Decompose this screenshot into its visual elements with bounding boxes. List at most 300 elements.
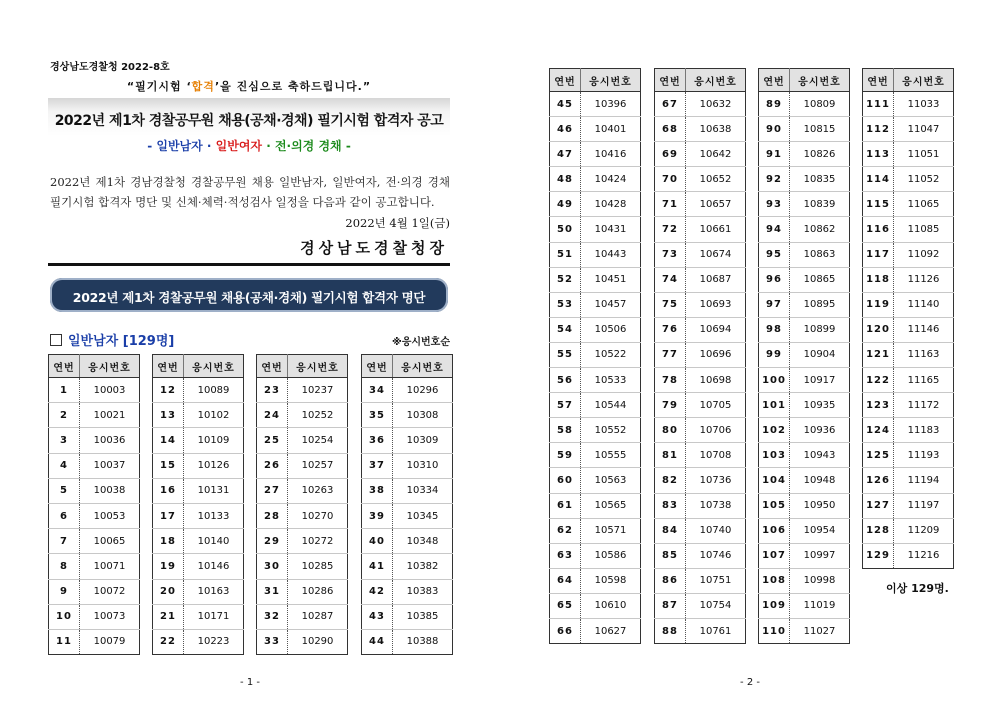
seq-cell: 16 bbox=[153, 478, 184, 503]
seq-cell: 86 bbox=[655, 568, 686, 593]
exam-number-cell: 10506 bbox=[581, 317, 641, 342]
roster-table bbox=[549, 68, 641, 644]
exam-number-cell: 10457 bbox=[581, 292, 641, 317]
table-header-row bbox=[759, 69, 850, 92]
seq-cell: 57 bbox=[550, 393, 581, 418]
exam-number-cell: 10657 bbox=[686, 192, 746, 217]
table-row bbox=[362, 403, 453, 428]
seq-cell: 93 bbox=[759, 192, 790, 217]
exam-number-cell: 10638 bbox=[686, 117, 746, 142]
table-row bbox=[655, 518, 746, 543]
seq-cell: 125 bbox=[863, 443, 894, 468]
seq-cell: 67 bbox=[655, 92, 686, 117]
exam-number-cell: 10296 bbox=[393, 378, 453, 403]
seq-cell: 97 bbox=[759, 292, 790, 317]
seq-cell: 127 bbox=[863, 493, 894, 518]
header-seq: 연번 bbox=[655, 69, 686, 92]
table-row bbox=[362, 579, 453, 604]
roster-banner bbox=[50, 278, 448, 312]
table-row bbox=[863, 92, 954, 117]
roster-table bbox=[152, 354, 244, 655]
seq-cell: 63 bbox=[550, 543, 581, 568]
page-number: - 1 - bbox=[240, 677, 260, 688]
exam-number-cell: 10693 bbox=[686, 292, 746, 317]
exam-number-cell: 11183 bbox=[894, 418, 954, 443]
table-row bbox=[550, 543, 641, 568]
exam-number-cell: 11126 bbox=[894, 267, 954, 292]
exam-number-cell: 10544 bbox=[581, 393, 641, 418]
seq-cell: 50 bbox=[550, 217, 581, 242]
exam-number-cell: 10382 bbox=[393, 554, 453, 579]
exam-number-cell: 10286 bbox=[288, 579, 348, 604]
exam-number-cell: 10706 bbox=[686, 418, 746, 443]
exam-number-cell: 11140 bbox=[894, 292, 954, 317]
seq-cell: 75 bbox=[655, 292, 686, 317]
exam-number-cell: 10383 bbox=[393, 579, 453, 604]
table-row bbox=[759, 292, 850, 317]
exam-number-cell: 10627 bbox=[594, 625, 627, 637]
exam-number-cell: 10348 bbox=[393, 529, 453, 554]
table-row bbox=[863, 342, 954, 367]
seq-cell: 8 bbox=[49, 554, 80, 579]
table-row bbox=[759, 393, 850, 418]
table-row bbox=[863, 443, 954, 468]
exam-number-cell: 10146 bbox=[184, 554, 244, 579]
table-row bbox=[550, 192, 641, 217]
slogan-after: ’을 진심으로 축하드립니다.” bbox=[214, 80, 372, 93]
seq-cell: 22 bbox=[153, 629, 184, 654]
table-row bbox=[153, 403, 244, 428]
exam-number-cell: 10943 bbox=[790, 443, 850, 468]
sort-note: ※응시번호순 bbox=[391, 337, 450, 348]
table-row bbox=[863, 167, 954, 192]
exam-number-cell: 10708 bbox=[686, 443, 746, 468]
table-row bbox=[550, 568, 641, 593]
table-row bbox=[257, 604, 348, 629]
exam-number-cell: 11033 bbox=[894, 92, 954, 117]
congratulation-slogan bbox=[50, 78, 448, 94]
seq-cell: 104 bbox=[759, 468, 790, 493]
header-seq: 연번 bbox=[759, 69, 790, 92]
header-seq: 연번 bbox=[362, 355, 393, 378]
seq-cell: 27 bbox=[257, 478, 288, 503]
table-row bbox=[863, 518, 954, 543]
table-row bbox=[655, 618, 746, 643]
table-header-row bbox=[49, 355, 140, 378]
table-row bbox=[759, 242, 850, 267]
seq-cell: 23 bbox=[257, 378, 288, 403]
exam-number-cell: 10555 bbox=[581, 443, 641, 468]
seq-cell: 30 bbox=[257, 554, 288, 579]
seq-cell: 14 bbox=[153, 428, 184, 453]
roster-title: 2022년 제1차 경찰공무원 채용(공채·경채) 필기시험 합격자 명단 bbox=[72, 290, 426, 305]
table-row bbox=[49, 503, 140, 528]
table-row bbox=[863, 393, 954, 418]
seq-cell: 82 bbox=[655, 468, 686, 493]
closing-note: 이상 129명. bbox=[886, 582, 949, 595]
seq-cell: 61 bbox=[550, 493, 581, 518]
exam-number-cell: 10334 bbox=[393, 478, 453, 503]
table-row bbox=[153, 554, 244, 579]
exam-number-cell: 10652 bbox=[686, 167, 746, 192]
seq-cell: 25 bbox=[257, 428, 288, 453]
seq-cell: 55 bbox=[550, 342, 581, 367]
seq-cell: 76 bbox=[655, 317, 686, 342]
table-row bbox=[153, 428, 244, 453]
subtitle-general-male: - 일반남자 · bbox=[147, 139, 212, 153]
exam-number-cell: 10835 bbox=[790, 167, 850, 192]
table-row bbox=[257, 529, 348, 554]
seq-cell: 44 bbox=[362, 629, 393, 654]
seq-cell: 72 bbox=[655, 217, 686, 242]
exam-number-cell: 10740 bbox=[686, 518, 746, 543]
header-exam-number: 응시번호 bbox=[686, 69, 746, 92]
table-row bbox=[550, 92, 641, 117]
exam-number-cell: 10065 bbox=[80, 529, 140, 554]
seq-cell: 121 bbox=[863, 342, 894, 367]
table-row bbox=[153, 453, 244, 478]
table-row bbox=[362, 554, 453, 579]
exam-number-cell: 11085 bbox=[894, 217, 954, 242]
table-row bbox=[550, 493, 641, 518]
seq-cell: 77 bbox=[655, 342, 686, 367]
table-row bbox=[655, 543, 746, 568]
header-exam-number: 응시번호 bbox=[80, 355, 140, 378]
exam-number-cell: 10223 bbox=[197, 636, 230, 648]
table-row bbox=[257, 378, 348, 403]
table-row bbox=[655, 117, 746, 142]
table-row bbox=[655, 142, 746, 167]
table-row bbox=[655, 167, 746, 192]
seq-cell: 123 bbox=[863, 393, 894, 418]
exam-number-cell: 10428 bbox=[581, 192, 641, 217]
table-row bbox=[863, 242, 954, 267]
seq-cell: 10 bbox=[49, 604, 80, 629]
section-label: 일반남자 [129명] bbox=[68, 334, 175, 349]
seq-cell: 2 bbox=[49, 403, 80, 428]
seq-cell: 118 bbox=[863, 267, 894, 292]
table-row bbox=[655, 317, 746, 342]
exam-number-cell: 10109 bbox=[184, 428, 244, 453]
exam-number-cell: 10254 bbox=[288, 428, 348, 453]
seq-cell: 19 bbox=[153, 554, 184, 579]
table-row bbox=[257, 478, 348, 503]
table-row bbox=[759, 418, 850, 443]
seq-cell: 126 bbox=[863, 468, 894, 493]
roster-table bbox=[256, 354, 348, 655]
exam-number-cell: 10272 bbox=[288, 529, 348, 554]
exam-number-cell: 10917 bbox=[790, 368, 850, 393]
table-row bbox=[49, 378, 140, 403]
subtitle-special: · 전·의경 경채 - bbox=[266, 139, 351, 153]
exam-number-cell: 10565 bbox=[581, 493, 641, 518]
table-row bbox=[153, 478, 244, 503]
seq-cell: 73 bbox=[655, 242, 686, 267]
table-row bbox=[655, 443, 746, 468]
seq-cell: 84 bbox=[655, 518, 686, 543]
seq-cell: 81 bbox=[655, 443, 686, 468]
subtitle-general-female: 일반여자 bbox=[211, 139, 267, 153]
header-seq: 연번 bbox=[257, 355, 288, 378]
announcement-body: 2022년 제1차 경남경찰청 경찰공무원 채용 일반남자, 일반여자, 전·의경 경채 필기시험 합격자 명단 및 신체·체력·적성검사 일정을 다음과 같이 공고합니다. bbox=[50, 175, 450, 209]
table-row bbox=[759, 267, 850, 292]
exam-number-cell: 10632 bbox=[686, 92, 746, 117]
header-seq: 연번 bbox=[863, 69, 894, 92]
seq-cell: 65 bbox=[550, 593, 581, 618]
seq-cell: 119 bbox=[863, 292, 894, 317]
exam-number-cell: 11065 bbox=[894, 192, 954, 217]
seq-cell: 120 bbox=[863, 317, 894, 342]
exam-number-cell: 10865 bbox=[790, 267, 850, 292]
seq-cell: 49 bbox=[550, 192, 581, 217]
divider bbox=[48, 263, 450, 266]
exam-number-cell: 10416 bbox=[581, 142, 641, 167]
table-row bbox=[362, 378, 453, 403]
seq-cell: 69 bbox=[655, 142, 686, 167]
exam-number-cell: 10037 bbox=[80, 453, 140, 478]
seq-cell: 92 bbox=[759, 167, 790, 192]
seq-cell: 64 bbox=[550, 568, 581, 593]
announcement-subtitle bbox=[48, 137, 450, 154]
seq-cell: 107 bbox=[759, 543, 790, 568]
exam-number-cell: 10736 bbox=[686, 468, 746, 493]
table-row bbox=[550, 117, 641, 142]
table-header-row bbox=[550, 69, 641, 92]
header-exam-number: 응시번호 bbox=[184, 355, 244, 378]
exam-number-cell: 11165 bbox=[894, 368, 954, 393]
exam-number-cell: 10388 bbox=[406, 636, 439, 648]
exam-number-cell: 10746 bbox=[686, 543, 746, 568]
seq-cell: 9 bbox=[49, 579, 80, 604]
exam-number-cell: 10954 bbox=[790, 518, 850, 543]
table-row bbox=[863, 468, 954, 493]
table-row bbox=[759, 342, 850, 367]
exam-number-cell: 11051 bbox=[894, 142, 954, 167]
table-row bbox=[362, 604, 453, 629]
seq-cell: 43 bbox=[362, 604, 393, 629]
seq-cell: 6 bbox=[49, 503, 80, 528]
exam-number-cell: 10563 bbox=[581, 468, 641, 493]
table-row bbox=[759, 368, 850, 393]
seq-cell: 98 bbox=[759, 317, 790, 342]
table-row bbox=[257, 403, 348, 428]
seq-cell: 1 bbox=[49, 378, 80, 403]
exam-number-cell: 10140 bbox=[184, 529, 244, 554]
seq-cell: 70 bbox=[655, 167, 686, 192]
seq-cell: 128 bbox=[863, 518, 894, 543]
exam-number-cell: 10036 bbox=[80, 428, 140, 453]
seq-cell: 21 bbox=[153, 604, 184, 629]
seq-cell: 58 bbox=[550, 418, 581, 443]
exam-number-cell: 10935 bbox=[790, 393, 850, 418]
seq-cell: 68 bbox=[655, 117, 686, 142]
table-row bbox=[863, 418, 954, 443]
seq-cell: 5 bbox=[49, 478, 80, 503]
exam-number-cell: 10287 bbox=[288, 604, 348, 629]
exam-number-cell: 10270 bbox=[288, 503, 348, 528]
table-row bbox=[863, 493, 954, 518]
table-row bbox=[655, 593, 746, 618]
table-row bbox=[863, 317, 954, 342]
seq-cell: 80 bbox=[655, 418, 686, 443]
table-row bbox=[759, 142, 850, 167]
table-row bbox=[153, 579, 244, 604]
seq-cell: 100 bbox=[759, 368, 790, 393]
table-row bbox=[863, 192, 954, 217]
seq-cell: 52 bbox=[550, 267, 581, 292]
seq-cell: 101 bbox=[759, 393, 790, 418]
seq-cell: 26 bbox=[257, 453, 288, 478]
exam-number-cell: 10895 bbox=[790, 292, 850, 317]
exam-number-cell: 10003 bbox=[80, 378, 140, 403]
seq-cell: 113 bbox=[863, 142, 894, 167]
seq-cell: 99 bbox=[759, 342, 790, 367]
table-row bbox=[257, 453, 348, 478]
seq-cell: 62 bbox=[550, 518, 581, 543]
exam-number-cell: 10586 bbox=[581, 543, 641, 568]
seq-cell: 31 bbox=[257, 579, 288, 604]
exam-number-cell: 10285 bbox=[288, 554, 348, 579]
seq-cell: 105 bbox=[759, 493, 790, 518]
seq-cell: 54 bbox=[550, 317, 581, 342]
table-row bbox=[49, 554, 140, 579]
seq-cell: 42 bbox=[362, 579, 393, 604]
exam-number-cell: 10687 bbox=[686, 267, 746, 292]
exam-number-cell: 10809 bbox=[790, 92, 850, 117]
table-row bbox=[49, 478, 140, 503]
exam-number-cell: 10073 bbox=[80, 604, 140, 629]
table-row bbox=[759, 468, 850, 493]
exam-number-cell: 10552 bbox=[581, 418, 641, 443]
table-row bbox=[550, 618, 641, 643]
table-row bbox=[759, 493, 850, 518]
table-row bbox=[550, 418, 641, 443]
seq-cell: 110 bbox=[759, 618, 790, 643]
seq-cell: 47 bbox=[550, 142, 581, 167]
table-row bbox=[863, 117, 954, 142]
seq-cell: 46 bbox=[550, 117, 581, 142]
exam-number-cell: 10102 bbox=[184, 403, 244, 428]
table-row bbox=[550, 593, 641, 618]
table-row bbox=[759, 317, 850, 342]
roster-table bbox=[862, 68, 954, 569]
seq-cell: 66 bbox=[550, 618, 581, 643]
seq-cell: 33 bbox=[257, 629, 288, 654]
table-row bbox=[362, 503, 453, 528]
seq-cell: 74 bbox=[655, 267, 686, 292]
exam-number-cell: 11047 bbox=[894, 117, 954, 142]
seq-cell: 53 bbox=[550, 292, 581, 317]
seq-cell: 48 bbox=[550, 167, 581, 192]
table-row bbox=[49, 428, 140, 453]
exam-number-cell: 10997 bbox=[790, 543, 850, 568]
exam-number-cell: 10698 bbox=[686, 368, 746, 393]
header-seq: 연번 bbox=[153, 355, 184, 378]
seq-cell: 89 bbox=[759, 92, 790, 117]
exam-number-cell: 10936 bbox=[790, 418, 850, 443]
table-row bbox=[49, 629, 140, 654]
table-row bbox=[257, 579, 348, 604]
table-row bbox=[550, 242, 641, 267]
seq-cell: 96 bbox=[759, 267, 790, 292]
seq-cell: 115 bbox=[863, 192, 894, 217]
table-row bbox=[655, 92, 746, 117]
table-row bbox=[153, 378, 244, 403]
seq-cell: 109 bbox=[759, 593, 790, 618]
exam-number-cell: 10133 bbox=[184, 503, 244, 528]
table-row bbox=[863, 267, 954, 292]
checkbox-square-icon bbox=[50, 334, 62, 346]
seq-cell: 114 bbox=[863, 167, 894, 192]
roster-table bbox=[48, 354, 140, 655]
table-row bbox=[550, 393, 641, 418]
table-header-row bbox=[257, 355, 348, 378]
table-row bbox=[759, 167, 850, 192]
seq-cell: 11 bbox=[49, 629, 80, 654]
seq-cell: 129 bbox=[863, 543, 894, 568]
exam-number-cell: 11052 bbox=[894, 167, 954, 192]
seq-cell: 117 bbox=[863, 242, 894, 267]
table-row bbox=[49, 403, 140, 428]
seq-cell: 34 bbox=[362, 378, 393, 403]
exam-number-cell: 10263 bbox=[288, 478, 348, 503]
table-row bbox=[550, 468, 641, 493]
seq-cell: 41 bbox=[362, 554, 393, 579]
exam-number-cell: 10950 bbox=[790, 493, 850, 518]
table-row bbox=[257, 503, 348, 528]
exam-number-cell: 10533 bbox=[581, 368, 641, 393]
table-row bbox=[49, 604, 140, 629]
exam-number-cell: 10948 bbox=[790, 468, 850, 493]
exam-number-cell: 11216 bbox=[907, 550, 940, 562]
table-row bbox=[550, 292, 641, 317]
seq-cell: 39 bbox=[362, 503, 393, 528]
exam-number-cell: 11209 bbox=[894, 518, 954, 543]
table-row bbox=[257, 428, 348, 453]
seq-cell: 3 bbox=[49, 428, 80, 453]
exam-number-cell: 10863 bbox=[790, 242, 850, 267]
table-row bbox=[863, 368, 954, 393]
document-number: 경상남도경찰청 2022-8호 bbox=[50, 62, 170, 73]
seq-cell: 24 bbox=[257, 403, 288, 428]
exam-number-cell: 10396 bbox=[581, 92, 641, 117]
exam-number-cell: 10079 bbox=[93, 636, 126, 648]
table-row bbox=[49, 453, 140, 478]
seq-cell: 112 bbox=[863, 117, 894, 142]
exam-number-cell: 10642 bbox=[686, 142, 746, 167]
exam-number-cell: 10826 bbox=[790, 142, 850, 167]
seq-cell: 20 bbox=[153, 579, 184, 604]
table-row bbox=[257, 554, 348, 579]
table-row bbox=[655, 217, 746, 242]
table-row bbox=[550, 342, 641, 367]
seq-cell: 78 bbox=[655, 368, 686, 393]
table-row bbox=[759, 192, 850, 217]
table-row bbox=[759, 568, 850, 593]
exam-number-cell: 10738 bbox=[686, 493, 746, 518]
exam-number-cell: 10522 bbox=[581, 342, 641, 367]
section-title bbox=[50, 330, 174, 349]
title-bar bbox=[48, 98, 450, 136]
issuer: 경상남도경찰청장 bbox=[300, 239, 448, 257]
table-row bbox=[550, 518, 641, 543]
seq-cell: 87 bbox=[655, 593, 686, 618]
table-header-row bbox=[863, 69, 954, 92]
exam-number-cell: 10163 bbox=[184, 579, 244, 604]
table-row bbox=[153, 529, 244, 554]
table-row bbox=[362, 478, 453, 503]
table-header-row bbox=[153, 355, 244, 378]
